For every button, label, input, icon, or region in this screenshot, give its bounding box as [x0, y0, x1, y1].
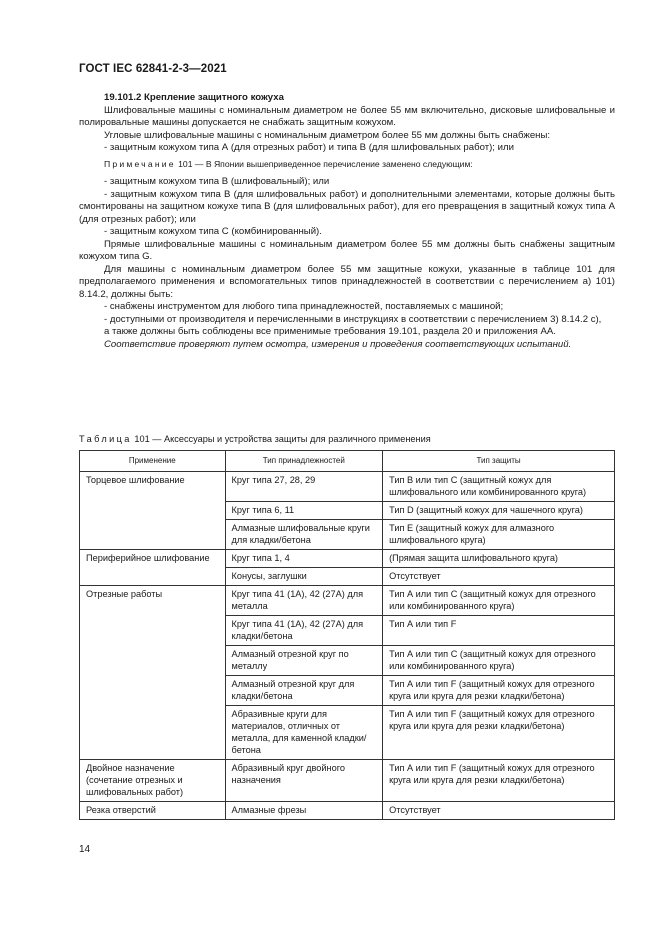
guard-cell: (Прямая защита шлифовального круга) [383, 550, 615, 568]
column-header: Тип принадлежностей [225, 451, 383, 472]
table-row [80, 472, 615, 502]
note-label: Примечание [104, 158, 176, 169]
guard-cell: Тип А или тип F (защитный кожух для отрезного круга или круга для резки кладки/бетона) [383, 706, 615, 760]
document-header: ГОСТ IEC 62841-2-3—2021 [79, 63, 227, 75]
accessory-cell: Конусы, заглушки [225, 568, 383, 586]
list-item: - защитным кожухом типа А (для отрезных работ) и типа В (для шлифовальных работ); или [104, 142, 514, 153]
accessories-table [79, 450, 615, 820]
table-row [80, 550, 615, 568]
accessory-cell: Алмазный отрезной круг для кладки/бетона [225, 676, 383, 706]
table-header-row [80, 451, 615, 472]
list-item: - защитным кожухом типа В (для шлифовальных работ) и дополнительными элементами, которые должны быть смонтированы на защитном кожухе типа В (для шлифовальных работ), для его превращения в защитный кожух типа А (для отрезных работ); или [79, 188, 615, 225]
note [79, 158, 615, 171]
accessory-cell: Алмазные шлифовальные круги для кладки/бетона [225, 520, 383, 550]
accessory-cell: Круг типа 1, 4 [225, 550, 383, 568]
compliance-paragraph: Соответствие проверяют путем осмотра, измерения и проведения соответствующих испытаний. [104, 338, 572, 350]
note-text: 101 — В Японии вышеприведенное перечисление заменено следующим: [175, 158, 473, 169]
table-row [80, 760, 615, 802]
page-number: 14 [79, 844, 91, 855]
accessory-cell: Алмазные фрезы [225, 802, 383, 820]
guard-cell: Тип А или тип F (защитный кожух для отрезного круга или круга для резки кладки/бетона) [383, 760, 615, 802]
guard-cell: Тип А или тип F [383, 616, 615, 646]
application-cell: Резка отверстий [80, 802, 226, 820]
application-cell: Торцевое шлифование [80, 472, 226, 550]
column-header: Применение [80, 451, 226, 472]
accessory-cell: Круг типа 41 (1А), 42 (27А) для металла [225, 586, 383, 616]
table-row [80, 802, 615, 820]
table-caption-label: Таблица [79, 434, 132, 444]
paragraph: а также должны быть соблюдены все применимые требования 19.101, раздела 20 и приложения АА. [104, 326, 556, 337]
table-body [80, 472, 615, 820]
table-row [80, 586, 615, 616]
application-cell: Двойное назначение (сочетание отрезных и шлифовальных работ) [80, 760, 226, 802]
guard-cell: Отсутствует [383, 802, 615, 820]
guard-cell: Тип В или тип С (защитный кожух для шлифовального или комбинированного круга) [383, 472, 615, 502]
table-caption [79, 434, 431, 444]
guard-cell: Тип А или тип F (защитный кожух для отрезного круга или круга для резки кладки/бетона) [383, 676, 615, 706]
application-cell: Отрезные работы [80, 586, 226, 760]
table-caption-text: 101 — Аксессуары и устройства защиты для различного применения [131, 434, 431, 444]
paragraph: Для машины с номинальным диаметром более 55 мм защитные кожухи, указанные в таблице 101 для предполагаемого применения и вспомогательных типов принадлежностей в соответствии с перечислением а) 101) 8.14.2, должны быть: [79, 263, 615, 300]
guard-cell: Тип А или тип С (защитный кожух для отрезного или комбинированного круга) [383, 586, 615, 616]
guard-cell: Тип А или тип С (защитный кожух для отрезного или комбинированного круга) [383, 646, 615, 676]
accessory-cell: Алмазный отрезной круг по металлу [225, 646, 383, 676]
application-cell: Периферийное шлифование [80, 550, 226, 586]
paragraph: Прямые шлифовальные машины с номинальным диаметром более 55 мм должны быть снабжены защитным кожухом типа G. [79, 238, 615, 262]
accessory-cell: Круг типа 41 (1А), 42 (27А) для кладки/бетона [225, 616, 383, 646]
accessory-cell: Круг типа 27, 28, 29 [225, 472, 383, 502]
guard-cell: Отсутствует [383, 568, 615, 586]
paragraph: Угловые шлифовальные машины с номинальным диаметром более 55 мм должны быть снабжены: [104, 129, 551, 141]
list-item: - защитным кожухом типа С (комбинированный). [104, 226, 322, 237]
accessory-cell: Круг типа 6, 11 [225, 502, 383, 520]
accessory-cell: Абразивные круги для материалов, отличных от металла, для каменной кладки/бетона [225, 706, 383, 760]
guard-cell: Тип D (защитный кожух для чашечного круга) [383, 502, 615, 520]
accessory-cell: Абразивный круг двойного назначения [225, 760, 383, 802]
paragraph: Шлифовальные машины с номинальным диаметром не более 55 мм включительно, дисковые шлифовальные и полировальные машины допускается не снабжать защитным кожухом. [79, 104, 615, 128]
list-item: - защитным кожухом типа В (шлифовальный); или [104, 176, 330, 187]
list-item: - снабжены инструментом для любого типа принадлежностей, поставляемых с машиной; [104, 301, 504, 312]
guard-cell: Тип Е (защитный кожух для алмазного шлифовального круга) [383, 520, 615, 550]
list-item: - доступными от производителя и перечисленными в инструкциях в соответствии с перечислением 3) 8.14.2 с), [104, 313, 602, 325]
column-header: Тип защиты [383, 451, 615, 472]
section-heading: 19.101.2 Крепление защитного кожуха [104, 92, 284, 103]
section-body [79, 92, 615, 351]
